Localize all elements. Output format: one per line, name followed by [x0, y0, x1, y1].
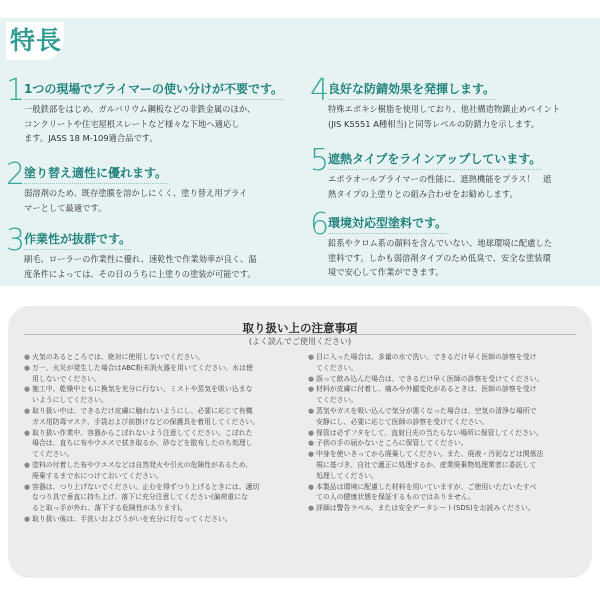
list-item: ● 取り扱い作業中、容器からこぼれないよう注意してください。こぼれた [24, 428, 253, 437]
handling-precautions-panel [8, 306, 592, 578]
feature-number: 4 [310, 73, 330, 108]
list-item: ● 取り扱い中は、できるだけ皮膚に触れないようにし、必要に応じて有機 [24, 406, 253, 415]
feature-heading: 環境対応型塗料です。 [328, 214, 447, 234]
feature-number: 6 [310, 207, 330, 242]
feature-line: マーとして最適です。 [24, 202, 107, 213]
feature-body [24, 252, 257, 281]
list-item: ると取っ手が外れ、落下する危険性があります)。 [32, 504, 187, 513]
feature-heading: 作業性が抜群です。 [24, 230, 131, 250]
list-item: ● 子供の手の届かないところに保管してください。 [308, 439, 468, 448]
precautions-list-right [308, 352, 582, 514]
feature-heading: 塗り替え適性に優れます。 [24, 164, 167, 184]
feature-line: 境で安心して作業ができます。 [328, 267, 444, 277]
feature-heading: 遮熱タイプをラインアップしています。 [328, 150, 541, 170]
feature-line: 鉛系やクロム系の顔料を含んでいない、地球環境に配慮した [328, 238, 553, 248]
list-item: ● 取り扱い後は、手洗いおよびうがいを充分に行なってください。 [24, 514, 232, 523]
feature-number: 3 [6, 223, 26, 258]
list-item: 場合は、直ちに布やウエスで拭き取るか、砂などを散布したのち処理し [32, 439, 253, 448]
list-item: ガス用防毒マスク、手袋および前掛けなどの保護具を着用してください。 [32, 417, 260, 426]
feature-number: 2 [6, 157, 26, 192]
list-item: 規に基づき、自社で適正に処理するか、産業廃棄物処理業者に委託して [316, 460, 537, 469]
list-item: なつり具で垂直に持ち上げ、落下に充分注意してください(偏荷重にな [32, 493, 249, 502]
feature-line: 弱溶剤のため、既存塗膜を溶かしにくく、塗り替え用プライ [24, 188, 248, 198]
feature-heading: 良好な防錆効果を発揮します。 [328, 80, 495, 100]
features-title: 特長 [6, 22, 64, 60]
list-item: ての人の健康状態を保証するものではありません。 [316, 493, 475, 502]
feature-body [24, 186, 247, 215]
feature-heading: 1つの現場でプライマーの使い分けが不要です。 [24, 80, 283, 100]
feature-body [328, 172, 551, 201]
precautions-list-left [24, 352, 296, 525]
feature-body [328, 102, 560, 131]
list-item: ● 万一、火災が発生した場合はABC粉末消火器を用いてください。水は使 [24, 363, 253, 372]
feature-line: 度条件によっては、その日のうちに上塗りの塗装が可能です。 [24, 268, 256, 279]
features-panel [0, 18, 600, 286]
list-item: 処理してください。 [316, 471, 379, 480]
list-item: ● 本製品は環境に配慮した材料を用いていますが、ご使用いただいたすべ [308, 482, 537, 491]
list-item: ● 中身を使いきってから廃棄してください。また、廃液・汚泥などは関係法 [308, 450, 544, 459]
list-item: 廃棄するまで水につけておいてください。 [32, 471, 163, 480]
list-item: ● 目に入った場合は、多量の水で洗い、できるだけ早く医師の診察を受け [308, 353, 537, 361]
feature-line: (JIS K5551 A種相当)と同等レベルの防錆力を示します。 [328, 118, 540, 129]
list-item: いようにしてください。 [32, 396, 108, 405]
feature-line: 特殊エポキシ樹脂を使用しており、他社構造物鎮止めペイント [328, 104, 561, 114]
feature-line: 熱タイプの上塗りとの組み合わせをお勧めします。 [328, 188, 518, 199]
feature-number: 5 [310, 143, 330, 178]
list-item: ● 施工中、乾燥中ともに換気を充分に行ない、ミストや蒸気を吸い込まな [24, 385, 253, 394]
list-item: ● 火気のあるところでは、絶対に使用しないでください。 [24, 353, 205, 361]
feature-line: 塗料です。しかも弱溶剤タイプのため低臭で、安全な塗装環 [328, 252, 551, 263]
list-item: ● 塗料の付着した布やウエスなどは自然発火や引火の危険性があるため、 [24, 460, 253, 469]
list-item: てください。 [316, 396, 358, 405]
feature-line: ます。JASS 18 M-109適合品です。 [24, 133, 158, 143]
list-item: ● 蒸気やガスを吸い込んで気分が悪くなった場合は、空気の清浄な場所で [308, 406, 537, 415]
list-item: ● 容器は、つり上げないでください。止むを得ずつり上げるときには、適切 [24, 482, 260, 491]
list-item: 用しないでください。 [32, 374, 101, 383]
feature-number: 1 [6, 73, 26, 108]
feature-line: コンクリートや住宅屋根スレートなど様々な下地へ適応し [24, 118, 240, 129]
list-item: ● 保管は必ずフタをして、直射日光の当たらない場所に保管してください。 [308, 428, 543, 437]
feature-body [328, 236, 552, 280]
list-item: ● 誤って飲み込んだ場合は、できるだけ早く医師の診察を受けてください。 [308, 374, 544, 383]
list-item: ● 材料が皮膚に付着し、痛みや外観変化があるときは、医師の診察を受け [308, 385, 537, 394]
list-item: てください。 [316, 363, 358, 372]
feature-line: エポラオールプライマーの性能に、遮熱機能をプラス！ 遮 [328, 174, 552, 184]
precautions-subtitle: (よく読んでご使用ください) [248, 337, 352, 346]
feature-line: 一般鉄部をはじめ、ガルバリウム鋼板などの非鉄金属のほか、 [24, 104, 256, 114]
list-item: てください。 [32, 450, 74, 459]
feature-line: 刷毛、ローラーの作業性に優れ、速乾性で作業効率が良く、温 [24, 254, 257, 264]
precautions-title: 取り扱い上の注意事項 [242, 321, 358, 335]
feature-body [24, 102, 255, 146]
list-item: ● 詳細は警告ラベル、または安全データシート(SDS)をお読みください。 [308, 504, 535, 513]
list-item: 安静にし、必要に応じて医師の診察を受けてください。 [316, 417, 489, 426]
